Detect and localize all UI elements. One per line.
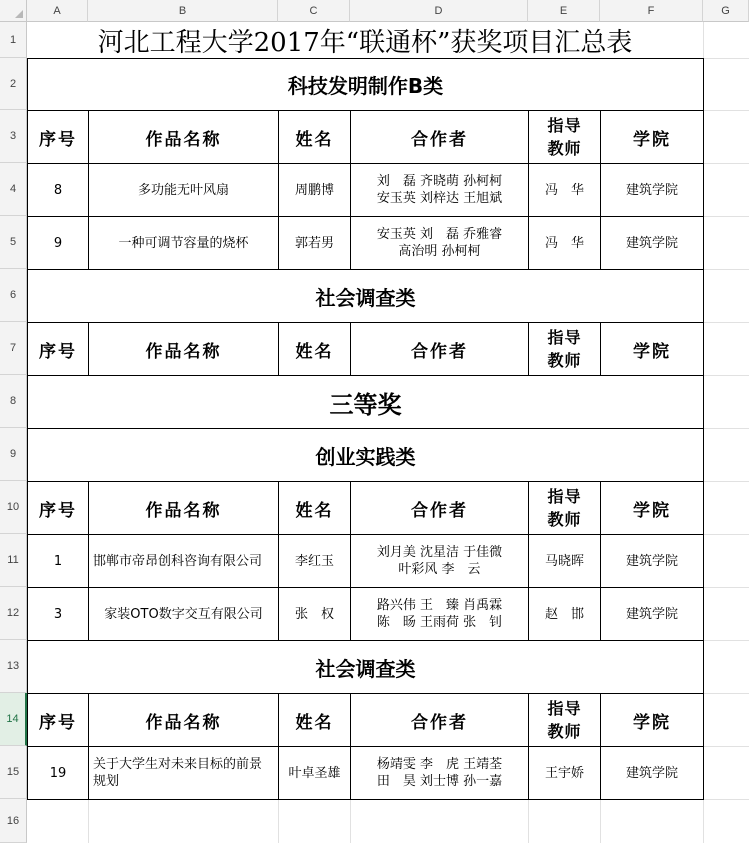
header-advisor[interactable]: [528, 693, 601, 747]
cell-advisor[interactable]: 冯 华: [528, 163, 601, 217]
partners-line1: 刘 磊 齐晓萌 孙柯柯: [376, 174, 503, 189]
header-partners[interactable]: 合作者: [350, 481, 529, 535]
header-name[interactable]: 姓名: [278, 110, 351, 164]
column-header-e[interactable]: E: [528, 0, 600, 22]
header-advisor-line1: 指导: [547, 699, 582, 718]
partners-line1: 安玉英 刘 磊 乔雅睿: [376, 227, 503, 242]
partners-line1: 杨靖雯 李 虎 王靖荃: [376, 757, 503, 772]
header-advisor-line2: 教师: [547, 510, 582, 529]
cell-work[interactable]: 关于大学生对未来目标的前景规划: [88, 746, 279, 800]
section-entrepreneurship[interactable]: 创业实践类: [27, 428, 704, 482]
row-header-14[interactable]: 14: [0, 693, 27, 746]
row-header-7[interactable]: 7: [0, 322, 27, 375]
cell-work[interactable]: 一种可调节容量的烧杯: [88, 216, 279, 270]
cell-seq[interactable]: 1: [27, 534, 89, 588]
cell-seq[interactable]: 19: [27, 746, 89, 800]
header-advisor-line1: 指导: [547, 116, 582, 135]
row-header-6[interactable]: 6: [0, 269, 27, 322]
header-advisor-line2: 教师: [547, 722, 582, 741]
header-advisor-line2: 教师: [547, 351, 582, 370]
header-advisor[interactable]: [528, 322, 601, 376]
cell-advisor[interactable]: 赵 邯: [528, 587, 601, 641]
header-partners[interactable]: 合作者: [350, 322, 529, 376]
cell-college[interactable]: 建筑学院: [600, 216, 704, 270]
partners-line2: 陈 旸 王雨荷 张 钊: [376, 615, 503, 630]
header-seq[interactable]: 序号: [27, 110, 89, 164]
column-header-g[interactable]: G: [703, 0, 749, 22]
cell-college[interactable]: 建筑学院: [600, 587, 704, 641]
header-work[interactable]: 作品名称: [88, 481, 279, 535]
select-all-corner[interactable]: [0, 0, 27, 22]
cell-partners[interactable]: [350, 163, 529, 217]
partners-line2: 安玉英 刘梓达 王旭斌: [376, 191, 503, 206]
header-seq[interactable]: 序号: [27, 322, 89, 376]
row-header-16[interactable]: 16: [0, 799, 27, 843]
column-header-b[interactable]: B: [88, 0, 278, 22]
section-tech-invention-b[interactable]: 科技发明制作B类: [27, 58, 704, 111]
row-header-4[interactable]: 4: [0, 163, 27, 216]
header-work[interactable]: 作品名称: [88, 110, 279, 164]
header-college[interactable]: 学院: [600, 322, 704, 376]
cell-seq[interactable]: 8: [27, 163, 89, 217]
header-name[interactable]: 姓名: [278, 693, 351, 747]
cell-partners[interactable]: [350, 587, 529, 641]
column-header-f[interactable]: F: [600, 0, 703, 22]
row-header-9[interactable]: 9: [0, 428, 27, 481]
section-social-survey-2[interactable]: 社会调查类: [27, 640, 704, 694]
cell-partners[interactable]: [350, 746, 529, 800]
row-header-15[interactable]: 15: [0, 746, 27, 799]
row-header-1[interactable]: 1: [0, 22, 27, 58]
row-header-10[interactable]: 10: [0, 481, 27, 534]
cell-advisor[interactable]: 冯 华: [528, 216, 601, 270]
cell-name[interactable]: 周鹏博: [278, 163, 351, 217]
cell-seq[interactable]: 3: [27, 587, 89, 641]
cell-college[interactable]: 建筑学院: [600, 163, 704, 217]
cell-partners[interactable]: [350, 216, 529, 270]
cell-seq[interactable]: 9: [27, 216, 89, 270]
cell-college[interactable]: 建筑学院: [600, 746, 704, 800]
row-header-2[interactable]: 2: [0, 58, 27, 110]
partners-line1: 路兴伟 王 臻 肖禹霖: [376, 598, 503, 613]
header-name[interactable]: 姓名: [278, 481, 351, 535]
header-name[interactable]: 姓名: [278, 322, 351, 376]
partners-line2: 高治明 孙柯柯: [398, 244, 481, 259]
partners-line1: 刘月美 沈星洁 于佳微: [376, 545, 503, 560]
cell-work[interactable]: 家装OTO数字交互有限公司: [88, 587, 279, 641]
row-header-3[interactable]: 3: [0, 110, 27, 163]
cell-name[interactable]: 叶卓圣雄: [278, 746, 351, 800]
column-header-d[interactable]: D: [350, 0, 528, 22]
partners-line2: 叶彩风 李 云: [398, 562, 481, 577]
cell-name[interactable]: 李红玉: [278, 534, 351, 588]
cell-name[interactable]: 张 权: [278, 587, 351, 641]
cell-work[interactable]: 多功能无叶风扇: [88, 163, 279, 217]
row-header-12[interactable]: 12: [0, 587, 27, 640]
cell-advisor[interactable]: 马晓晖: [528, 534, 601, 588]
header-advisor[interactable]: [528, 481, 601, 535]
row-header-5[interactable]: 5: [0, 216, 27, 269]
cell-partners[interactable]: [350, 534, 529, 588]
header-partners[interactable]: 合作者: [350, 110, 529, 164]
cell-work[interactable]: 邯郸市帝昂创科咨询有限公司: [88, 534, 279, 588]
sheet-title[interactable]: 河北工程大学2017年“联通杯”获奖项目汇总表: [27, 22, 703, 58]
cell-college[interactable]: 建筑学院: [600, 534, 704, 588]
cell-advisor[interactable]: 王宇娇: [528, 746, 601, 800]
header-college[interactable]: 学院: [600, 693, 704, 747]
header-work[interactable]: 作品名称: [88, 322, 279, 376]
header-college[interactable]: 学院: [600, 481, 704, 535]
partners-line2: 田 昊 刘士博 孙一嘉: [376, 774, 503, 789]
award-level-third[interactable]: 三等奖: [27, 375, 704, 429]
header-partners[interactable]: 合作者: [350, 693, 529, 747]
row-header-8[interactable]: 8: [0, 375, 27, 428]
header-college[interactable]: 学院: [600, 110, 704, 164]
header-seq[interactable]: 序号: [27, 481, 89, 535]
column-header-a[interactable]: A: [27, 0, 88, 22]
row-header-11[interactable]: 11: [0, 534, 27, 587]
cell-name[interactable]: 郭若男: [278, 216, 351, 270]
section-social-survey[interactable]: 社会调查类: [27, 269, 704, 323]
header-seq[interactable]: 序号: [27, 693, 89, 747]
header-advisor-line1: 指导: [547, 328, 582, 347]
column-header-c[interactable]: C: [278, 0, 350, 22]
row-header-13[interactable]: 13: [0, 640, 27, 693]
header-advisor[interactable]: [528, 110, 601, 164]
header-advisor-line1: 指导: [547, 487, 582, 506]
header-work[interactable]: 作品名称: [88, 693, 279, 747]
header-advisor-line2: 教师: [547, 139, 582, 158]
